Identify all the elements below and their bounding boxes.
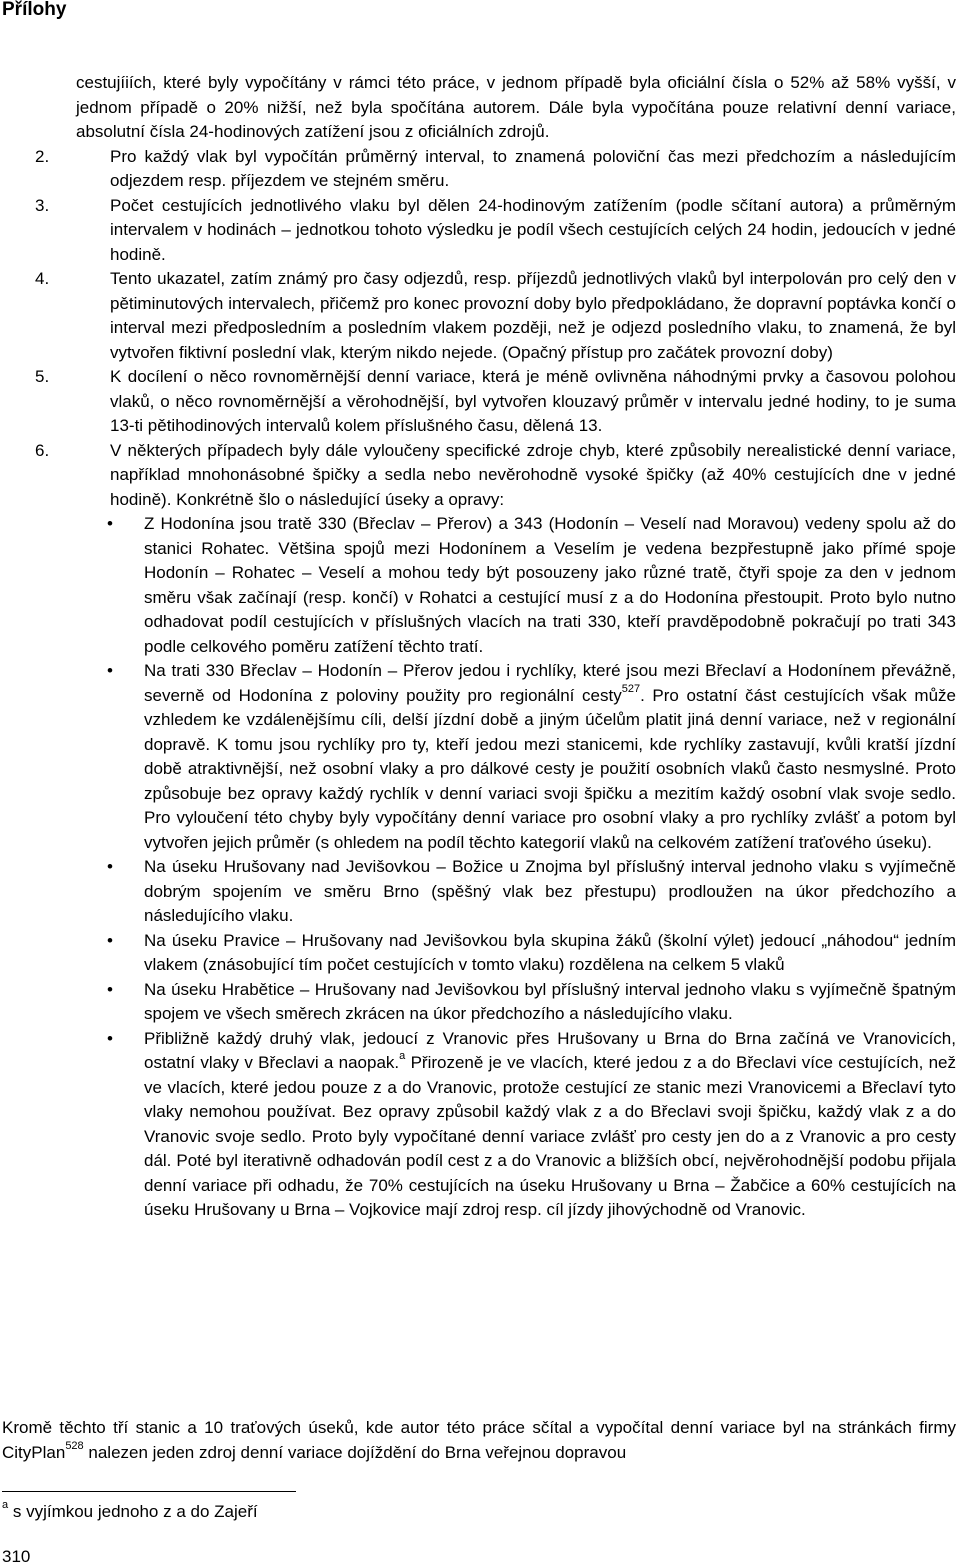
page-number: 310 (2, 1547, 31, 1566)
list-item-text: Přirozeně je ve vlacích, které jedou z a do Břeclavi více cestujících, než ve vlacích, které jedou pouze z a do Vranovic, protože cestující ze stanic mezi Vranovicemi a Břeclaví tyto vlaky nemohou používat. Bez opravy způsobil každý vlak z a do Břeclavi svoji špičku, každý vlak z a do Vranovic svoje sedlo. Proto byly vypočítané denní variace zvlášť pro cesty jen do a z Vranovic a pro cesty dál. Poté byl iterativně odhadován podíl cest z a do Vranovic a bližších obcí, nejvěrohodnější podobu přijala denní variace při odhadu, že 70% cestujících na úseku Hrušovany u Brna – Žabčice a 60% cestujících na úseku Hrušovany u Brna – Vojkovice mají zdroj resp. cíl jízdy jihovýchodně od Vranovic. (144, 1053, 957, 1219)
item-text: Pro každý vlak byl vypočítán průměrný interval, to znamená poloviční čas mezi předchozím a následujícím odjezdem resp. příjezdem ve stejném směru. (110, 146, 956, 190)
numbered-item-6 (35, 439, 957, 1223)
footnote-text: s vyjímkou jednoho z a do Zajeří (8, 1502, 258, 1521)
list-item (107, 659, 956, 855)
numbered-item-3 (35, 194, 956, 268)
list-item-text: Na trati 330 Břeclav – Hodonín – Přerov jedou i rychlíky, které jsou mezi Břeclaví a Hodonínem převážně, severně od Hodonína z poloviny použity pro regionální cesty (144, 661, 956, 705)
item-number: 6. (35, 440, 50, 460)
bullet-icon: • (107, 1028, 113, 1048)
page-header-title: Přílohy (2, 0, 67, 20)
list-item-text: Z Hodonína jsou tratě 330 (Břeclav – Přerov) a 343 (Hodonín – Veselí nad Moravou) vedeny spolu až do stanici Rohatec. Většina spojů mezi Hodonínem a Veselím je vedena bezpřestupně jako přímé spoje Hodonín – Rohatec – Veselí a mohou tedy být posouzeny jako různé tratě, čtyři spoje za den v jednom směru však začínají (resp. končí) v Rohatci a cestující musí z a do Hodonína přestoupit. Proto bylo nutno odhadovat podíl cestujících v příslušných vlacích na trati 330, kteří pravděpodobně pokračují po trati 343 podle celkového poměru zatížení těchto tratí. (144, 514, 956, 656)
footnote-reference: a (399, 1050, 406, 1063)
footnote-divider (2, 1491, 296, 1492)
item-text: K docílení o něco rovnoměrnější denní variace, která je méně ovlivněna náhodnými prvky a časovou polohou vlaků, o něco rovnoměrnější a věrohodnější, byl vytvořen klouzavý průměr v intervalu jedné hodiny, to je suma 13-ti pětihodinových intervalů kolem příslušného času, dělená 13. (110, 367, 956, 435)
item-number: 3. (35, 195, 50, 215)
numbered-item-5 (35, 365, 956, 439)
paragraph-text: nalezen jeden zdroj denní variace dojíždění do Brna veřejnou dopravou (83, 1442, 627, 1462)
list-item-text: Na úseku Pravice – Hrušovany nad Jevišovkou byla skupina žáků (školní výlet) jedoucí „náhodou“ jedním vlakem (znásobující tím počet cestujících v tomto vlaku) rozdělena na celkem 5 vlaků (144, 930, 956, 974)
list-item (107, 929, 956, 978)
paragraph-text: Kromě těchto tří stanic a 10 traťových úseků, kde autor této práce sčítal a vypočítal denní variace byl na stránkách firmy CityPlan (2, 1418, 956, 1462)
item-number: 4. (35, 269, 50, 288)
bullet-icon: • (107, 514, 113, 533)
numbered-item-4 (35, 267, 956, 365)
footnote-reference: 527 (621, 682, 641, 695)
item-number: 5. (35, 367, 50, 386)
bullet-icon: • (107, 857, 113, 876)
intro-paragraph: cestujíiích, které byly vypočítány v rámci této práce, v jednom případě byla oficiální čísla o 52% až 58% vyšší, v jednom případě o 20% nižší, než byla spočítána autorem. Dále byla vypočítána pouze relativní denní variace, absolutní čísla 24-hodinových zatížení jsou z oficiálních zdrojů. (76, 73, 956, 141)
bullet-icon: • (107, 661, 113, 680)
footnote-mark: a (2, 1499, 9, 1512)
item-text: Počet cestujících jednotlivého vlaku byl dělen 24-hodinovým zatížením (podle sčítaní autora) a průměrným intervalem v hodinách – jednotkou tohoto výsledku je podíl všech cestujících celých 24 hodin, jedoucích v jedné hodině. (110, 195, 956, 264)
footnote (2, 1500, 258, 1524)
list-item (107, 1027, 957, 1223)
item-text: Tento ukazatel, zatím známý pro časy odjezdů, resp. příjezdů jednotlivých vlaků byl interpolován pro celý den v pětiminutových intervalech, přičemž pro konec provozní doby bylo předpokládano, že dopravní poptávka končí o interval mezi předposledním a posledním vlakem později, než je odjezd posledního vlaku, to znamená, že byl vytvořen fiktivní poslední vlak, kterým nikdo nejede. (Opačný přístup pro začátek provozní doby) (110, 269, 956, 362)
list-item-text: . Pro ostatní část cestujících však může vzhledem ke vzdálenějšímu cíli, delší jízdní době a jiným účelům platit jiná denní variace, než v regionální dopravě. K tomu jsou rychlíky pro ty, kteří jedou mezi stanicemi, kde rychlíky zastavují, kvůli kratší jízdní době atraktivnější, než osobní vlaky a pro dálkové cesty je použití osobních vlaků často nesmyslné. Proto způsobuje bez opravy každý rychlík v denní variaci svoji špičku a mezitím každý osobní vlak svoje sedlo. Pro vyloučení této chyby byly vypočítány denní variace pro osobní vlaky a pro rychlíky zvlášť a potom byl vytvořen jejich průměr (s ohledem na podíl těchto kategorií vlaků na celkovém zatížení traťového úseku). (144, 685, 956, 852)
list-item (107, 512, 956, 659)
list-item-text: Na úseku Hrabětice – Hrušovany nad Jevišovkou byl příslušný interval jednoho vlaku s vyjímečně špatným spojem ve všech směrech zkrácen na úkor předchozího a následujícího vlaku. (144, 979, 956, 1023)
list-item-text: Na úseku Hrušovany nad Jevišovkou – Božice u Znojma byl příslušný interval jednoho vlaku s vyjímečně dobrým spojením ve směru Brno (spěšný vlak bez přestupu) prodloužen na úkor předchozího a následujícího vlaku. (144, 857, 956, 925)
document-body (35, 71, 957, 1223)
footnote-reference: 528 (65, 1439, 84, 1452)
item-text: V některých případech byly dále vyloučeny specifické zdroje chyb, které způsobily nerealistické denní variace, například mnohonásobné špičky a sedla nebo nevěrohodně vysoké špičky (až 40% cestujících dne v jedné hodině). Konkrétně šlo o následující úseky a opravy: (110, 440, 956, 509)
numbered-item-2 (35, 145, 956, 194)
list-item (107, 978, 956, 1027)
list-item (107, 855, 956, 929)
corrections-list (107, 512, 957, 1223)
bullet-icon: • (107, 979, 113, 999)
item-number: 2. (35, 146, 50, 166)
closing-paragraph (2, 1416, 956, 1465)
list-item-text: Přibližně každý druhý vlak, jedoucí z Vranovic přes Hrušovany u Brna do Brna začíná ve Vranovicích, ostatní vlaky v Břeclavi a naopak. (144, 1028, 956, 1072)
bullet-icon: • (107, 930, 113, 950)
